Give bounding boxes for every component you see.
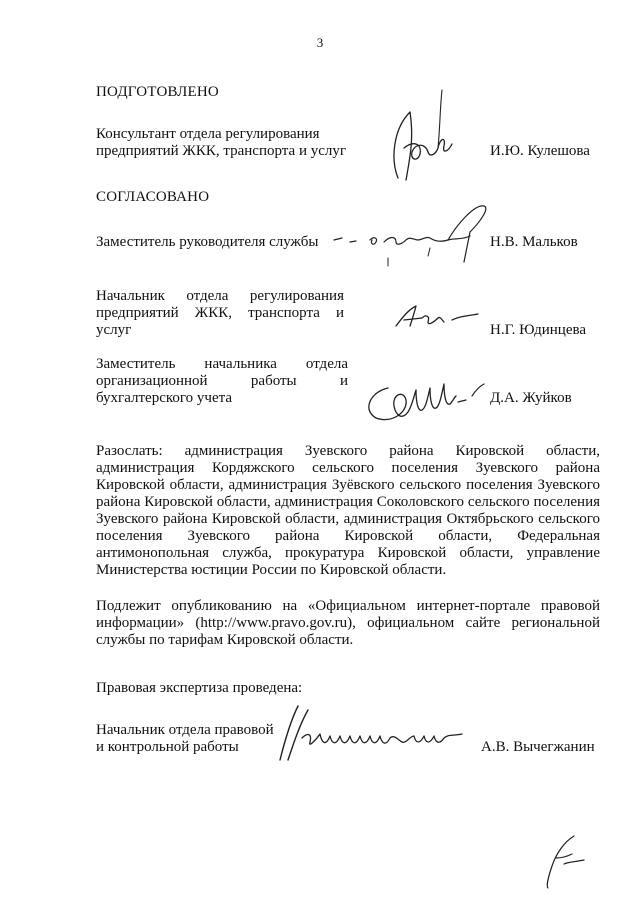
- signatory-role: Заместитель начальника отдела организационной работы и бухгалтерского учета: [96, 356, 348, 406]
- prepared-name: И.Ю. Кулешова: [490, 143, 590, 159]
- legal-review-role: [96, 722, 274, 756]
- legal-review-name: А.В. Вычегжанин: [481, 739, 595, 755]
- signature-zhuykov: [362, 372, 492, 428]
- legal-review-role-line: Начальник отдела правовой: [96, 722, 274, 738]
- signatory-name: Д.А. Жуйков: [490, 390, 572, 406]
- signature-yudintseva: [394, 302, 484, 332]
- prepared-role-line: предприятий ЖКК, транспорта и услуг: [96, 143, 347, 159]
- signatory-role: Заместитель руководителя службы: [96, 234, 319, 250]
- page-number: 3: [316, 35, 324, 50]
- prepared-heading: ПОДГОТОВЛЕНО: [96, 84, 219, 100]
- signature-malkov: [330, 196, 498, 276]
- signatory-name: Н.В. Мальков: [490, 234, 578, 250]
- prepared-role: [96, 126, 346, 160]
- signatory-name: Н.Г. Юдинцева: [490, 322, 587, 338]
- agreed-heading: СОГЛАСОВАНО: [96, 189, 210, 205]
- publication-note: Подлежит опубликованию на «Официальном интернет-портале правовой информации» (http://www.pravo.gov.ru), официальном сайте региональной службы по тарифам Кировской области.: [96, 598, 600, 648]
- signatory-role: Начальник отдела регулирования предприятий ЖКК, транспорта и услуг: [96, 288, 344, 338]
- legal-review-role-line: и контрольной работы: [96, 739, 239, 755]
- prepared-role-line: Консультант отдела регулирования: [96, 126, 320, 142]
- legal-review-note: Правовая экспертиза проведена:: [96, 680, 303, 696]
- signature-vychegzhanin: [268, 700, 468, 766]
- distribution-list: Разослать: администрация Зуевского района Кировской области, администрация Кордяжского сельского поселения Зуевского района Кировской области, администрация Зуёвского сельского поселения Зуевского района Кировской области, администрация Соколовского сельского поселения Зуевского района Кировской области, администрация Октябрьского сельского поселения Зуевского района Кировской области, Федеральная антимонопольная служба, прокуратура Кировской области, управление Министерства юстиции России по Кировской области.: [96, 443, 600, 578]
- signature-kuleshova: [380, 88, 460, 188]
- initial-mark: [534, 832, 594, 892]
